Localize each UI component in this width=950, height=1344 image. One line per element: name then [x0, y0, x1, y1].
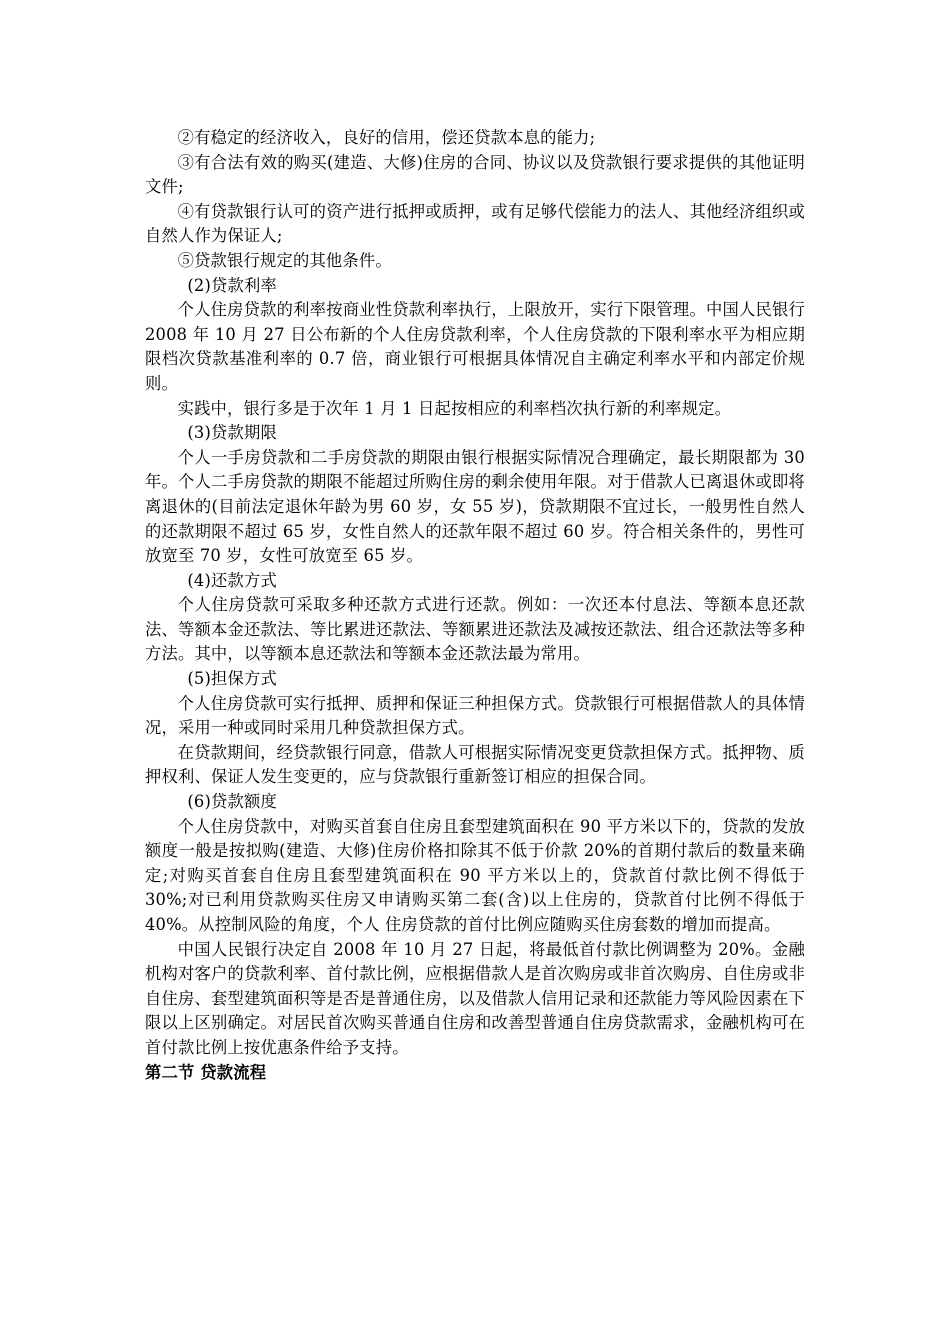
paragraph-condition-3: ③有合法有效的购买(建造、大修)住房的合同、协议以及贷款银行要求提供的其他证明文件;	[145, 152, 805, 197]
subheading-repayment-method: (4)还款方式	[187, 570, 277, 590]
subheading-interest-rate: (2)贷款利率	[187, 275, 277, 295]
paragraph-down-payment-ratio: 中国人民银行决定自 2008 年 10 月 27 日起，将最低首付款比例调整为 20%。金融机构对客户的贷款利率、首付款比例，应根据借款人是首次购房或非首次购房、自住房或非自住房、套型建筑面积等是否是普通住房，以及借款人信用记录和还款能力等风险因素在下限以上区别确定。对居民首次购买普通自住房和改善型普通自住房贷款需求，金融机构可在首付款比例上按优惠条件给予支持。	[145, 939, 805, 1057]
subheading-loan-term: (3)贷款期限	[187, 423, 277, 443]
paragraph-condition-2: ②有稳定的经济收入，良好的信用，偿还贷款本息的能力;	[177, 128, 596, 147]
paragraph-guarantee-change: 在贷款期间，经贷款银行同意，借款人可根据实际情况变更贷款担保方式。抵押物、质押权利、保证人发生变更的，应与贷款银行重新签订相应的担保合同。	[145, 742, 805, 787]
paragraph-rate-practice: 实践中，银行多是于次年 1 月 1 日起按相应的利率档次执行新的利率规定。	[177, 398, 732, 418]
paragraph-repayment-method: 个人住房贷款可采取多种还款方式进行还款。例如：一次还本付息法、等额本息还款法、等额本金还款法、等比累进还款法、等额累进还款法及减按还款法、组合还款法等多种方法。其中，以等额本息还款法和等额本金还款法最为常用。	[145, 595, 805, 664]
paragraph-guarantee-method: 个人住房贷款可实行抵押、质押和保证三种担保方式。贷款银行可根据借款人的具体情况，采用一种或同时采用几种贷款担保方式。	[145, 693, 805, 738]
document-body	[145, 126, 805, 1085]
paragraph-interest-rate: 个人住房贷款的利率按商业性贷款利率执行，上限放开，实行下限管理。中国人民银行 2008 年 10 月 27 日公布新的个人住房贷款利率，个人住房贷款的下限利率水平为相应期限档次贷款基准利率的 0.7 倍，商业银行可根据具体情况自主确定利率水平和内部定价规则。	[145, 300, 805, 393]
paragraph-condition-5: ⑤贷款银行规定的其他条件。	[177, 250, 392, 270]
subheading-guarantee-method: (5)担保方式	[187, 669, 277, 689]
paragraph-loan-amount: 个人住房贷款中，对购买首套自住房且套型建筑面积在 90 平方米以下的，贷款的发放额度一般是按拟购(建造、大修)住房价格扣除其不低于价款 20%的首期付款后的数量来确定;对购买首套自住房且套型建筑面积在 90 平方米以上的，贷款首付款比例不得低于 30%;对已利用贷款购买住房又申请购买第二套(含)以上住房的，贷款首付比例不得低于 40%。从控制风险的角度，个人 住房贷款的首付比例应随购买住房套数的增加而提高。	[145, 816, 805, 934]
section-heading: 第二节 贷款流程	[145, 1062, 267, 1082]
subheading-loan-amount: (6)贷款额度	[187, 792, 277, 812]
paragraph-condition-4: ④有贷款银行认可的资产进行抵押或质押，或有足够代偿能力的法人、其他经济组织或自然人作为保证人;	[145, 201, 805, 246]
paragraph-loan-term: 个人一手房贷款和二手房贷款的期限由银行根据实际情况合理确定，最长期限都为 30 年。个人二手房贷款的期限不能超过所购住房的剩余使用年限。对于借款人已离退休或即将离退休的(目前法定退休年龄为男 60 岁，女 55 岁)，贷款期限不宜过长，一般男性自然人的还款期限不超过 65 岁，女性自然人的还款年限不超过 60 岁。符合相关条件的，男性可放宽至 70 岁，女性可放宽至 65 岁。	[145, 447, 805, 566]
